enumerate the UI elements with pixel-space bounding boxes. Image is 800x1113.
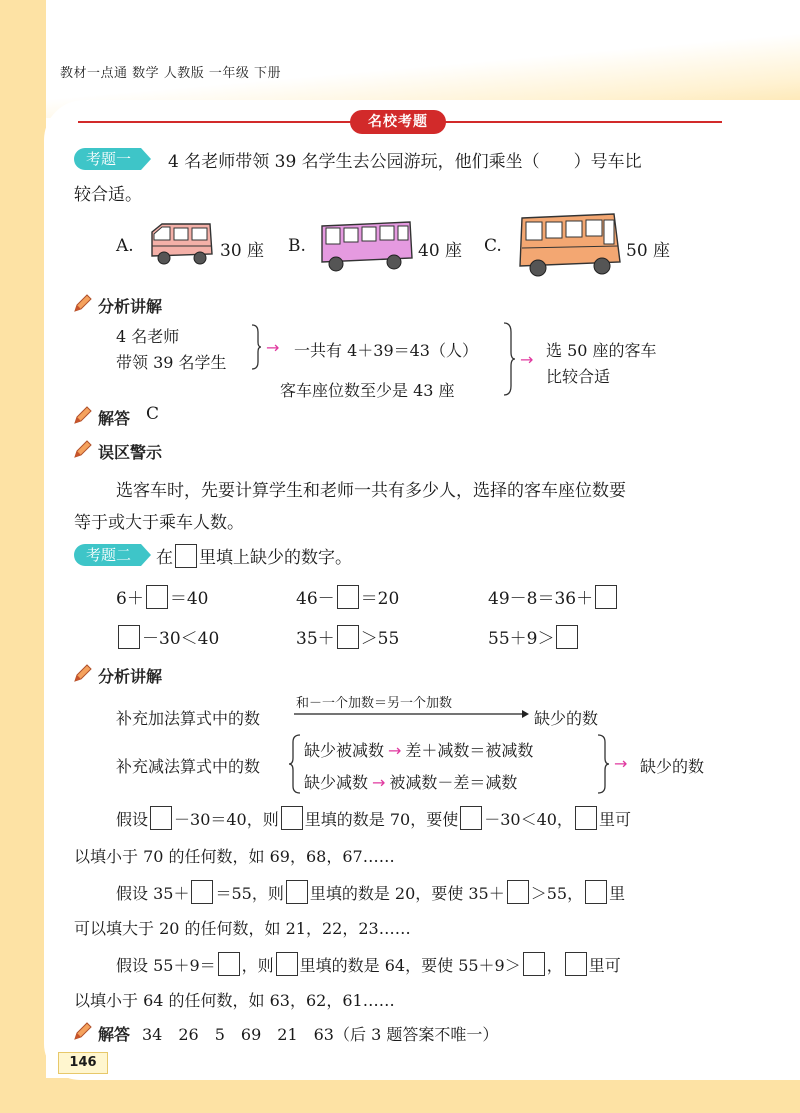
blank-box-icon xyxy=(281,806,303,830)
analysis-total: 一共有 4＋39＝43（人） xyxy=(294,341,478,360)
blank-box-icon xyxy=(175,544,197,568)
explain-1-line2: 以填小于 70 的任何数，如 69，68，67…… xyxy=(74,847,395,866)
answer-box[interactable] xyxy=(118,625,140,649)
problem-1: 6＋ ＝40 xyxy=(116,584,208,609)
add-rule: 和－一个加数＝另一个加数 xyxy=(296,696,453,711)
blank-box-icon xyxy=(460,806,482,830)
explain-2-line1: 假设 35＋ ＝55，则 里填的数是 20，要使 35＋ ＞55， 里 xyxy=(116,880,625,904)
problem-5: 35＋ ＞55 xyxy=(296,624,399,649)
problem-3: 49－8＝36＋ xyxy=(488,584,619,609)
section-banner: 名校考题 xyxy=(350,110,446,134)
sub-label: 补充减法算式中的数 xyxy=(116,757,261,776)
arrow-icon: → xyxy=(372,773,386,792)
blank-box-icon xyxy=(575,806,597,830)
warning-heading: 误区警示 xyxy=(98,443,163,462)
minibus-icon xyxy=(148,218,216,268)
q1-text-line2: 较合适。 xyxy=(74,185,142,205)
pencil-icon xyxy=(72,404,94,426)
option-b-letter: B. xyxy=(288,236,306,256)
pencil-icon xyxy=(72,662,94,684)
coach-icon xyxy=(516,210,624,278)
analysis-heading-2: 分析讲解 xyxy=(98,667,163,686)
analysis-conclusion-1: 选 50 座的客车 xyxy=(546,341,657,360)
blank-box-icon xyxy=(523,952,545,976)
blank-box-icon xyxy=(585,880,607,904)
analysis-students: 带领 39 名学生 xyxy=(116,353,227,372)
sub-case-1: 缺少被减数 → 差＋减数＝被减数 xyxy=(304,741,534,760)
q1-text-line1: 4 名老师带领 39 名学生去公园游玩，他们乘坐（ ）号车比 xyxy=(168,152,642,172)
blank-box-icon xyxy=(218,952,240,976)
arrow-icon: → xyxy=(520,350,534,369)
option-c-seats: 50 座 xyxy=(626,241,671,261)
option-b-seats: 40 座 xyxy=(418,241,463,261)
right-brace xyxy=(596,734,610,794)
analysis-teachers: 4 名老师 xyxy=(116,327,180,346)
book-title: 教材一点通 数学 人教版 一年级 下册 xyxy=(60,66,282,81)
add-label: 补充加法算式中的数 xyxy=(116,709,261,728)
sub-result: 缺少的数 xyxy=(640,757,705,776)
blank-box-icon xyxy=(150,806,172,830)
answer-box[interactable] xyxy=(337,585,359,609)
pencil-icon xyxy=(72,438,94,460)
explain-3-line1: 假设 55＋9＝ ，则 里填的数是 64，要使 55＋9＞ ， 里可 xyxy=(116,952,621,976)
add-result: 缺少的数 xyxy=(534,709,599,728)
q2-prompt: 在 里填上缺少的数字。 xyxy=(156,543,352,568)
answer-box[interactable] xyxy=(595,585,617,609)
arrow-icon: → xyxy=(388,741,402,760)
question-tag-2: 考题二 xyxy=(74,544,141,566)
answer-1: C xyxy=(146,404,160,424)
blank-box-icon xyxy=(276,952,298,976)
option-c-letter: C. xyxy=(484,236,502,256)
analysis-seats: 客车座位数至少是 43 座 xyxy=(280,381,455,400)
pencil-icon xyxy=(72,292,94,314)
page-number: 146 xyxy=(58,1052,108,1074)
blank-box-icon xyxy=(565,952,587,976)
answer-box[interactable] xyxy=(556,625,578,649)
answer-box[interactable] xyxy=(146,585,168,609)
blank-box-icon xyxy=(191,880,213,904)
explain-1-line1: 假设 －30＝40，则 里填的数是 70，要使 －30＜40， 里可 xyxy=(116,806,631,830)
arrow-icon: → xyxy=(614,754,628,773)
bus-icon xyxy=(318,216,414,274)
right-brace xyxy=(250,324,262,370)
blank-box-icon xyxy=(286,880,308,904)
bottom-margin-band xyxy=(0,1078,800,1113)
explain-2-line2: 可以填大于 20 的任何数，如 21，22，23…… xyxy=(74,919,411,938)
right-brace xyxy=(502,322,516,396)
blank-box-icon xyxy=(507,880,529,904)
problem-4: －30＜40 xyxy=(116,624,219,649)
analysis-conclusion-2: 比较合适 xyxy=(546,367,611,386)
answer-heading-1: 解答 xyxy=(98,409,131,428)
question-tag-1: 考题一 xyxy=(74,148,141,170)
analysis-heading-1: 分析讲解 xyxy=(98,297,163,316)
pencil-icon xyxy=(72,1020,94,1042)
sub-case-2: 缺少减数 → 被减数－差＝减数 xyxy=(304,773,518,792)
option-a-seats: 30 座 xyxy=(220,241,265,261)
warning-line1: 选客车时，先要计算学生和老师一共有多少人，选择的客车座位数要 xyxy=(116,481,626,501)
left-margin-band xyxy=(0,0,46,1113)
problem-2: 46－ ＝20 xyxy=(296,584,399,609)
left-brace xyxy=(288,734,302,794)
option-a-letter: A. xyxy=(116,236,134,256)
arrow-icon: → xyxy=(266,338,280,357)
long-arrow-icon xyxy=(294,708,530,720)
warning-line2: 等于或大于乘车人数。 xyxy=(74,513,244,533)
explain-3-line2: 以填小于 64 的任何数，如 63，62，61…… xyxy=(74,991,395,1010)
answer-box[interactable] xyxy=(337,625,359,649)
answer-2: 34 26 5 69 21 63（后 3 题答案不唯一） xyxy=(142,1025,499,1044)
problem-6: 55＋9＞ xyxy=(488,624,580,649)
answer-heading-2: 解答 xyxy=(98,1025,131,1044)
